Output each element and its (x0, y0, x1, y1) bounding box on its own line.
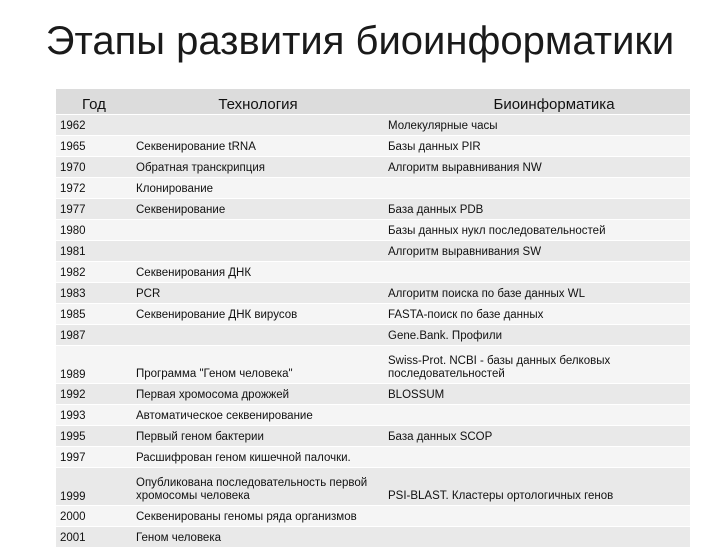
cell-year: 1987 (56, 325, 132, 346)
cell-year: 1999 (56, 468, 132, 506)
cell-year: 1993 (56, 405, 132, 426)
cell-technology: Секвенирование ДНК вирусов (132, 304, 384, 325)
cell-bioinformatics: База данных PDB (384, 199, 690, 220)
cell-technology: PCR (132, 283, 384, 304)
cell-bioinformatics (384, 506, 690, 527)
cell-bioinformatics: BLOSSUM (384, 384, 690, 405)
cell-technology (132, 115, 384, 136)
cell-technology: Первый геном бактерии (132, 426, 384, 447)
table-row (56, 325, 690, 346)
table-row (56, 468, 690, 506)
header-year: Год (56, 89, 132, 115)
table-row (56, 115, 690, 136)
cell-technology: Клонирование (132, 178, 384, 199)
cell-bioinformatics: Gene.Bank. Профили (384, 325, 690, 346)
cell-bioinformatics (384, 262, 690, 283)
table-row (56, 527, 690, 548)
table-row (56, 220, 690, 241)
table-row (56, 283, 690, 304)
cell-technology: Опубликована последовательность первой хромосомы человека (132, 468, 384, 506)
cell-technology: Геном человека (132, 527, 384, 548)
table-row (56, 384, 690, 405)
cell-bioinformatics (384, 527, 690, 548)
table-row (56, 262, 690, 283)
cell-year: 1982 (56, 262, 132, 283)
cell-bioinformatics: Базы данных PIR (384, 136, 690, 157)
cell-year: 1997 (56, 447, 132, 468)
cell-bioinformatics: Swiss-Prot. NCBI - базы данных белковых последовательностей (384, 346, 690, 384)
cell-year: 1972 (56, 178, 132, 199)
table-row (56, 506, 690, 527)
cell-year: 1985 (56, 304, 132, 325)
table-row (56, 405, 690, 426)
table-row (56, 136, 690, 157)
header-technology: Технология (132, 89, 384, 115)
cell-bioinformatics: Алгоритм выравнивания SW (384, 241, 690, 262)
cell-bioinformatics: База данных SCOP (384, 426, 690, 447)
cell-technology (132, 241, 384, 262)
cell-year: 1970 (56, 157, 132, 178)
table-row (56, 426, 690, 447)
cell-year: 1962 (56, 115, 132, 136)
cell-bioinformatics: Алгоритм поиска по базе данных WL (384, 283, 690, 304)
cell-bioinformatics (384, 447, 690, 468)
cell-technology: Расшифрован геном кишечной палочки. (132, 447, 384, 468)
cell-technology: Программа "Геном человека" (132, 346, 384, 384)
table-row (56, 157, 690, 178)
cell-technology: Первая хромосома дрожжей (132, 384, 384, 405)
cell-bioinformatics (384, 405, 690, 426)
cell-year: 1995 (56, 426, 132, 447)
cell-year: 1980 (56, 220, 132, 241)
bioinformatics-timeline-table (56, 89, 690, 548)
cell-technology: Обратная транскрипция (132, 157, 384, 178)
cell-year: 1989 (56, 346, 132, 384)
table-row (56, 304, 690, 325)
cell-bioinformatics (384, 178, 690, 199)
cell-year: 1965 (56, 136, 132, 157)
table-row (56, 241, 690, 262)
table-row (56, 178, 690, 199)
table-row (56, 199, 690, 220)
cell-technology: Секвенирования ДНК (132, 262, 384, 283)
cell-technology: Секвенирование tRNA (132, 136, 384, 157)
cell-technology: Автоматическое секвенирование (132, 405, 384, 426)
cell-bioinformatics: Базы данных нукл последовательностей (384, 220, 690, 241)
table-header-row (56, 89, 690, 115)
cell-year: 1981 (56, 241, 132, 262)
cell-technology (132, 325, 384, 346)
cell-year: 2000 (56, 506, 132, 527)
cell-technology: Секвенированы геномы ряда организмов (132, 506, 384, 527)
cell-bioinformatics: PSI-BLAST. Кластеры ортологичных генов (384, 468, 690, 506)
cell-bioinformatics: Алгоритм выравнивания NW (384, 157, 690, 178)
header-bioinformatics: Биоинформатика (384, 89, 690, 115)
cell-technology: Секвенирование (132, 199, 384, 220)
cell-year: 1983 (56, 283, 132, 304)
cell-technology (132, 220, 384, 241)
cell-year: 1977 (56, 199, 132, 220)
cell-bioinformatics: Молекулярные часы (384, 115, 690, 136)
cell-year: 2001 (56, 527, 132, 548)
slide-title: Этапы развития биоинформатики (45, 19, 675, 63)
table-row (56, 447, 690, 468)
cell-bioinformatics: FASTA-поиск по базе данных (384, 304, 690, 325)
table-row (56, 346, 690, 384)
cell-year: 1992 (56, 384, 132, 405)
